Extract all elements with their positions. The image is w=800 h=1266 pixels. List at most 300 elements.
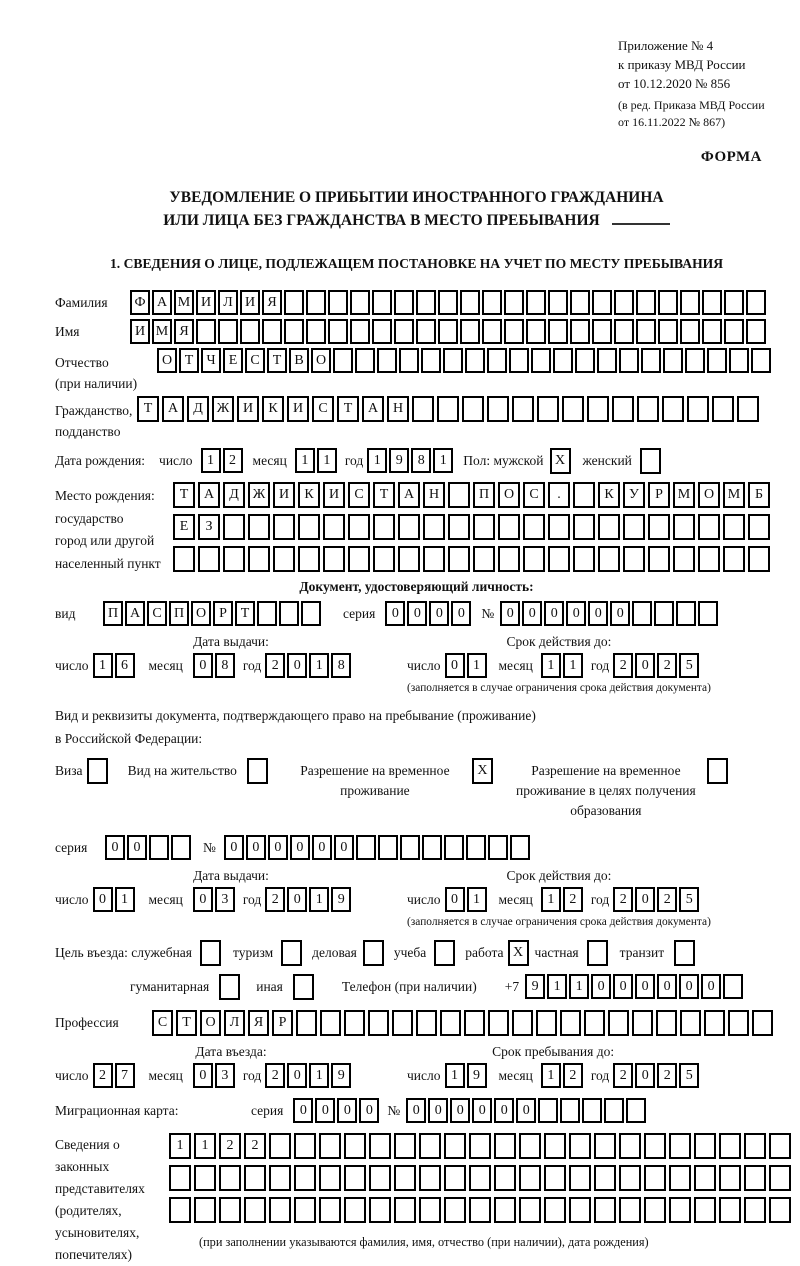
char-cell[interactable]: [494, 1133, 516, 1159]
char-cell[interactable]: 0: [385, 601, 405, 626]
char-cell[interactable]: 0: [516, 1098, 536, 1123]
char-cell[interactable]: [676, 601, 696, 626]
char-cell[interactable]: [482, 319, 502, 344]
char-cell[interactable]: [594, 1165, 616, 1191]
char-cell[interactable]: Р: [272, 1010, 293, 1036]
char-cell[interactable]: 2: [613, 887, 633, 912]
char-cell[interactable]: [669, 1133, 691, 1159]
char-cell[interactable]: Ч: [201, 348, 221, 373]
char-cell[interactable]: 2: [265, 1063, 285, 1088]
char-cell[interactable]: 0: [657, 974, 677, 999]
char-cell[interactable]: [421, 348, 441, 373]
char-cell[interactable]: [438, 319, 458, 344]
char-cell[interactable]: [460, 319, 480, 344]
char-cell[interactable]: [619, 1133, 641, 1159]
char-cell[interactable]: 0: [450, 1098, 470, 1123]
sex-male-checkbox[interactable]: X: [550, 448, 571, 474]
char-cell[interactable]: [648, 546, 670, 572]
char-cell[interactable]: [448, 514, 470, 540]
char-cell[interactable]: [519, 1133, 541, 1159]
char-cell[interactable]: [284, 319, 304, 344]
char-cell[interactable]: [632, 1010, 653, 1036]
char-cell[interactable]: [348, 546, 370, 572]
char-cell[interactable]: [704, 1010, 725, 1036]
char-cell[interactable]: 1: [467, 653, 487, 678]
char-cell[interactable]: [149, 835, 169, 860]
char-cell[interactable]: [619, 1197, 641, 1223]
char-cell[interactable]: [369, 1165, 391, 1191]
char-cell[interactable]: [569, 1197, 591, 1223]
char-cell[interactable]: 2: [657, 653, 677, 678]
char-cell[interactable]: 1: [433, 448, 453, 473]
char-cell[interactable]: [294, 1165, 316, 1191]
purpose-tourism-checkbox[interactable]: [281, 940, 302, 966]
char-cell[interactable]: [636, 319, 656, 344]
char-cell[interactable]: [553, 348, 573, 373]
char-cell[interactable]: [573, 514, 595, 540]
char-cell[interactable]: [744, 1165, 766, 1191]
char-cell[interactable]: 0: [472, 1098, 492, 1123]
char-cell[interactable]: [519, 1197, 541, 1223]
char-cell[interactable]: [746, 290, 766, 315]
char-cell[interactable]: [440, 1010, 461, 1036]
purpose-humanitarian-checkbox[interactable]: [219, 974, 240, 1000]
char-cell[interactable]: [373, 546, 395, 572]
char-cell[interactable]: [328, 290, 348, 315]
char-cell[interactable]: 9: [467, 1063, 487, 1088]
char-cell[interactable]: 0: [268, 835, 288, 860]
char-cell[interactable]: [619, 348, 639, 373]
char-cell[interactable]: К: [262, 396, 284, 422]
char-cell[interactable]: 0: [522, 601, 542, 626]
char-cell[interactable]: Е: [173, 514, 195, 540]
char-cell[interactable]: [394, 1133, 416, 1159]
char-cell[interactable]: [744, 1197, 766, 1223]
char-cell[interactable]: 2: [657, 887, 677, 912]
char-cell[interactable]: [663, 348, 683, 373]
char-cell[interactable]: [748, 546, 770, 572]
char-cell[interactable]: [560, 1010, 581, 1036]
char-cell[interactable]: 2: [93, 1063, 113, 1088]
char-cell[interactable]: 0: [544, 601, 564, 626]
char-cell[interactable]: [372, 319, 392, 344]
char-cell[interactable]: [512, 1010, 533, 1036]
char-cell[interactable]: [394, 290, 414, 315]
purpose-transit-checkbox[interactable]: [674, 940, 695, 966]
char-cell[interactable]: [269, 1197, 291, 1223]
char-cell[interactable]: О: [311, 348, 331, 373]
char-cell[interactable]: [296, 1010, 317, 1036]
char-cell[interactable]: З: [198, 514, 220, 540]
char-cell[interactable]: [673, 514, 695, 540]
purpose-work-checkbox[interactable]: X: [508, 940, 529, 966]
char-cell[interactable]: [488, 835, 508, 860]
char-cell[interactable]: [569, 1133, 591, 1159]
char-cell[interactable]: [751, 348, 771, 373]
char-cell[interactable]: 9: [389, 448, 409, 473]
char-cell[interactable]: [269, 1165, 291, 1191]
char-cell[interactable]: [504, 290, 524, 315]
char-cell[interactable]: [469, 1165, 491, 1191]
char-cell[interactable]: О: [498, 482, 520, 508]
char-cell[interactable]: И: [323, 482, 345, 508]
char-cell[interactable]: [328, 319, 348, 344]
char-cell[interactable]: С: [348, 482, 370, 508]
char-cell[interactable]: 1: [367, 448, 387, 473]
char-cell[interactable]: [519, 1165, 541, 1191]
char-cell[interactable]: 6: [115, 653, 135, 678]
char-cell[interactable]: [462, 396, 484, 422]
char-cell[interactable]: [687, 396, 709, 422]
char-cell[interactable]: 0: [445, 887, 465, 912]
char-cell[interactable]: [744, 1133, 766, 1159]
char-cell[interactable]: [394, 319, 414, 344]
char-cell[interactable]: С: [523, 482, 545, 508]
char-cell[interactable]: 0: [588, 601, 608, 626]
char-cell[interactable]: [614, 290, 634, 315]
char-cell[interactable]: 0: [494, 1098, 514, 1123]
char-cell[interactable]: [570, 290, 590, 315]
char-cell[interactable]: [644, 1197, 666, 1223]
char-cell[interactable]: [323, 546, 345, 572]
char-cell[interactable]: И: [237, 396, 259, 422]
char-cell[interactable]: Т: [176, 1010, 197, 1036]
char-cell[interactable]: [562, 396, 584, 422]
char-cell[interactable]: [198, 546, 220, 572]
char-cell[interactable]: [494, 1165, 516, 1191]
char-cell[interactable]: [597, 348, 617, 373]
char-cell[interactable]: А: [152, 290, 172, 315]
temp-residence-edu-checkbox[interactable]: [707, 758, 728, 784]
char-cell[interactable]: П: [473, 482, 495, 508]
char-cell[interactable]: [350, 290, 370, 315]
char-cell[interactable]: [273, 514, 295, 540]
char-cell[interactable]: 2: [265, 653, 285, 678]
char-cell[interactable]: 0: [93, 887, 113, 912]
char-cell[interactable]: 1: [194, 1133, 216, 1159]
char-cell[interactable]: [537, 396, 559, 422]
char-cell[interactable]: И: [287, 396, 309, 422]
char-cell[interactable]: [698, 514, 720, 540]
char-cell[interactable]: [306, 319, 326, 344]
char-cell[interactable]: Т: [337, 396, 359, 422]
char-cell[interactable]: [724, 290, 744, 315]
char-cell[interactable]: [592, 319, 612, 344]
char-cell[interactable]: [728, 1010, 749, 1036]
char-cell[interactable]: [648, 514, 670, 540]
char-cell[interactable]: [469, 1197, 491, 1223]
char-cell[interactable]: Д: [223, 482, 245, 508]
char-cell[interactable]: 1: [541, 1063, 561, 1088]
char-cell[interactable]: 0: [635, 1063, 655, 1088]
char-cell[interactable]: [673, 546, 695, 572]
char-cell[interactable]: [573, 482, 595, 508]
char-cell[interactable]: 2: [223, 448, 243, 473]
char-cell[interactable]: Т: [137, 396, 159, 422]
char-cell[interactable]: 7: [115, 1063, 135, 1088]
char-cell[interactable]: [769, 1165, 791, 1191]
char-cell[interactable]: [723, 974, 743, 999]
char-cell[interactable]: [498, 514, 520, 540]
char-cell[interactable]: 0: [312, 835, 332, 860]
char-cell[interactable]: [548, 319, 568, 344]
char-cell[interactable]: [637, 396, 659, 422]
char-cell[interactable]: [355, 348, 375, 373]
char-cell[interactable]: [685, 348, 705, 373]
char-cell[interactable]: [443, 348, 463, 373]
char-cell[interactable]: [448, 546, 470, 572]
char-cell[interactable]: [369, 1197, 391, 1223]
char-cell[interactable]: [344, 1197, 366, 1223]
char-cell[interactable]: 0: [679, 974, 699, 999]
char-cell[interactable]: [698, 601, 718, 626]
char-cell[interactable]: 1: [309, 1063, 329, 1088]
char-cell[interactable]: 3: [215, 1063, 235, 1088]
char-cell[interactable]: Р: [213, 601, 233, 626]
char-cell[interactable]: [487, 396, 509, 422]
char-cell[interactable]: [373, 514, 395, 540]
char-cell[interactable]: [488, 1010, 509, 1036]
char-cell[interactable]: [269, 1133, 291, 1159]
visa-checkbox[interactable]: [87, 758, 108, 784]
char-cell[interactable]: 0: [610, 601, 630, 626]
char-cell[interactable]: [560, 1098, 580, 1123]
char-cell[interactable]: [644, 1133, 666, 1159]
char-cell[interactable]: Т: [179, 348, 199, 373]
char-cell[interactable]: 0: [287, 653, 307, 678]
char-cell[interactable]: [719, 1133, 741, 1159]
char-cell[interactable]: 1: [169, 1133, 191, 1159]
char-cell[interactable]: [641, 348, 661, 373]
char-cell[interactable]: [548, 546, 570, 572]
char-cell[interactable]: [694, 1197, 716, 1223]
char-cell[interactable]: [392, 1010, 413, 1036]
char-cell[interactable]: [298, 514, 320, 540]
char-cell[interactable]: [769, 1133, 791, 1159]
purpose-other-checkbox[interactable]: [293, 974, 314, 1000]
char-cell[interactable]: 0: [566, 601, 586, 626]
char-cell[interactable]: 0: [193, 1063, 213, 1088]
char-cell[interactable]: 1: [547, 974, 567, 999]
char-cell[interactable]: [344, 1010, 365, 1036]
char-cell[interactable]: 2: [613, 653, 633, 678]
char-cell[interactable]: [219, 1197, 241, 1223]
char-cell[interactable]: О: [157, 348, 177, 373]
char-cell[interactable]: [636, 290, 656, 315]
char-cell[interactable]: С: [245, 348, 265, 373]
char-cell[interactable]: Б: [748, 482, 770, 508]
char-cell[interactable]: [319, 1197, 341, 1223]
char-cell[interactable]: [294, 1133, 316, 1159]
char-cell[interactable]: [510, 835, 530, 860]
char-cell[interactable]: [608, 1010, 629, 1036]
char-cell[interactable]: В: [289, 348, 309, 373]
char-cell[interactable]: М: [174, 290, 194, 315]
purpose-private-checkbox[interactable]: [587, 940, 608, 966]
char-cell[interactable]: [548, 514, 570, 540]
char-cell[interactable]: [623, 514, 645, 540]
char-cell[interactable]: [444, 835, 464, 860]
char-cell[interactable]: А: [162, 396, 184, 422]
char-cell[interactable]: [584, 1010, 605, 1036]
char-cell[interactable]: [244, 1165, 266, 1191]
purpose-study-checkbox[interactable]: [434, 940, 455, 966]
char-cell[interactable]: [623, 546, 645, 572]
char-cell[interactable]: [473, 546, 495, 572]
char-cell[interactable]: [669, 1197, 691, 1223]
char-cell[interactable]: [498, 546, 520, 572]
char-cell[interactable]: [171, 835, 191, 860]
char-cell[interactable]: 0: [287, 1063, 307, 1088]
char-cell[interactable]: 1: [317, 448, 337, 473]
char-cell[interactable]: [344, 1133, 366, 1159]
char-cell[interactable]: [464, 1010, 485, 1036]
char-cell[interactable]: [223, 514, 245, 540]
char-cell[interactable]: 1: [445, 1063, 465, 1088]
char-cell[interactable]: 0: [635, 887, 655, 912]
char-cell[interactable]: [680, 290, 700, 315]
char-cell[interactable]: [504, 319, 524, 344]
char-cell[interactable]: [536, 1010, 557, 1036]
char-cell[interactable]: 0: [337, 1098, 357, 1123]
char-cell[interactable]: [769, 1197, 791, 1223]
char-cell[interactable]: [398, 546, 420, 572]
char-cell[interactable]: 2: [563, 1063, 583, 1088]
char-cell[interactable]: М: [152, 319, 172, 344]
char-cell[interactable]: 2: [244, 1133, 266, 1159]
char-cell[interactable]: [707, 348, 727, 373]
char-cell[interactable]: 0: [246, 835, 266, 860]
char-cell[interactable]: [719, 1197, 741, 1223]
char-cell[interactable]: 0: [613, 974, 633, 999]
char-cell[interactable]: [394, 1165, 416, 1191]
char-cell[interactable]: [752, 1010, 773, 1036]
char-cell[interactable]: [438, 290, 458, 315]
char-cell[interactable]: А: [362, 396, 384, 422]
char-cell[interactable]: [273, 546, 295, 572]
char-cell[interactable]: [544, 1133, 566, 1159]
char-cell[interactable]: [448, 482, 470, 508]
char-cell[interactable]: К: [598, 482, 620, 508]
temp-residence-checkbox[interactable]: X: [472, 758, 493, 784]
char-cell[interactable]: [570, 319, 590, 344]
char-cell[interactable]: [548, 290, 568, 315]
sex-female-checkbox[interactable]: [640, 448, 661, 474]
char-cell[interactable]: 2: [219, 1133, 241, 1159]
char-cell[interactable]: А: [398, 482, 420, 508]
char-cell[interactable]: Ф: [130, 290, 150, 315]
char-cell[interactable]: [423, 514, 445, 540]
char-cell[interactable]: 1: [295, 448, 315, 473]
char-cell[interactable]: [344, 1165, 366, 1191]
char-cell[interactable]: А: [198, 482, 220, 508]
char-cell[interactable]: [619, 1165, 641, 1191]
char-cell[interactable]: 0: [500, 601, 520, 626]
char-cell[interactable]: С: [147, 601, 167, 626]
char-cell[interactable]: [509, 348, 529, 373]
char-cell[interactable]: [257, 601, 277, 626]
char-cell[interactable]: С: [312, 396, 334, 422]
char-cell[interactable]: 0: [591, 974, 611, 999]
char-cell[interactable]: 0: [193, 653, 213, 678]
char-cell[interactable]: [240, 319, 260, 344]
char-cell[interactable]: [194, 1197, 216, 1223]
char-cell[interactable]: М: [723, 482, 745, 508]
char-cell[interactable]: [262, 319, 282, 344]
char-cell[interactable]: И: [196, 290, 216, 315]
char-cell[interactable]: 1: [467, 887, 487, 912]
char-cell[interactable]: [419, 1197, 441, 1223]
char-cell[interactable]: 9: [525, 974, 545, 999]
char-cell[interactable]: А: [125, 601, 145, 626]
char-cell[interactable]: [523, 514, 545, 540]
char-cell[interactable]: [466, 835, 486, 860]
char-cell[interactable]: [437, 396, 459, 422]
char-cell[interactable]: [512, 396, 534, 422]
char-cell[interactable]: [473, 514, 495, 540]
char-cell[interactable]: [680, 1010, 701, 1036]
char-cell[interactable]: [368, 1010, 389, 1036]
char-cell[interactable]: [248, 514, 270, 540]
char-cell[interactable]: 0: [315, 1098, 335, 1123]
char-cell[interactable]: 0: [635, 974, 655, 999]
char-cell[interactable]: [244, 1197, 266, 1223]
char-cell[interactable]: [219, 1165, 241, 1191]
char-cell[interactable]: [482, 290, 502, 315]
char-cell[interactable]: [348, 514, 370, 540]
char-cell[interactable]: Н: [387, 396, 409, 422]
char-cell[interactable]: [444, 1165, 466, 1191]
char-cell[interactable]: [626, 1098, 646, 1123]
char-cell[interactable]: [398, 514, 420, 540]
char-cell[interactable]: [444, 1133, 466, 1159]
char-cell[interactable]: 1: [541, 653, 561, 678]
char-cell[interactable]: 0: [635, 653, 655, 678]
char-cell[interactable]: М: [673, 482, 695, 508]
char-cell[interactable]: [284, 290, 304, 315]
char-cell[interactable]: [465, 348, 485, 373]
char-cell[interactable]: Р: [648, 482, 670, 508]
char-cell[interactable]: [694, 1133, 716, 1159]
char-cell[interactable]: Т: [267, 348, 287, 373]
char-cell[interactable]: [323, 514, 345, 540]
char-cell[interactable]: [469, 1133, 491, 1159]
purpose-business-checkbox[interactable]: [363, 940, 384, 966]
char-cell[interactable]: 5: [679, 887, 699, 912]
char-cell[interactable]: [460, 290, 480, 315]
char-cell[interactable]: 0: [407, 601, 427, 626]
char-cell[interactable]: [737, 396, 759, 422]
char-cell[interactable]: 0: [105, 835, 125, 860]
char-cell[interactable]: .: [548, 482, 570, 508]
char-cell[interactable]: [702, 319, 722, 344]
char-cell[interactable]: Т: [173, 482, 195, 508]
char-cell[interactable]: 0: [287, 887, 307, 912]
char-cell[interactable]: [416, 1010, 437, 1036]
char-cell[interactable]: 1: [309, 653, 329, 678]
char-cell[interactable]: О: [698, 482, 720, 508]
char-cell[interactable]: 0: [701, 974, 721, 999]
char-cell[interactable]: 0: [193, 887, 213, 912]
char-cell[interactable]: [416, 319, 436, 344]
char-cell[interactable]: [526, 290, 546, 315]
char-cell[interactable]: [298, 546, 320, 572]
char-cell[interactable]: Т: [235, 601, 255, 626]
char-cell[interactable]: [494, 1197, 516, 1223]
char-cell[interactable]: [654, 601, 674, 626]
char-cell[interactable]: [333, 348, 353, 373]
char-cell[interactable]: 0: [406, 1098, 426, 1123]
